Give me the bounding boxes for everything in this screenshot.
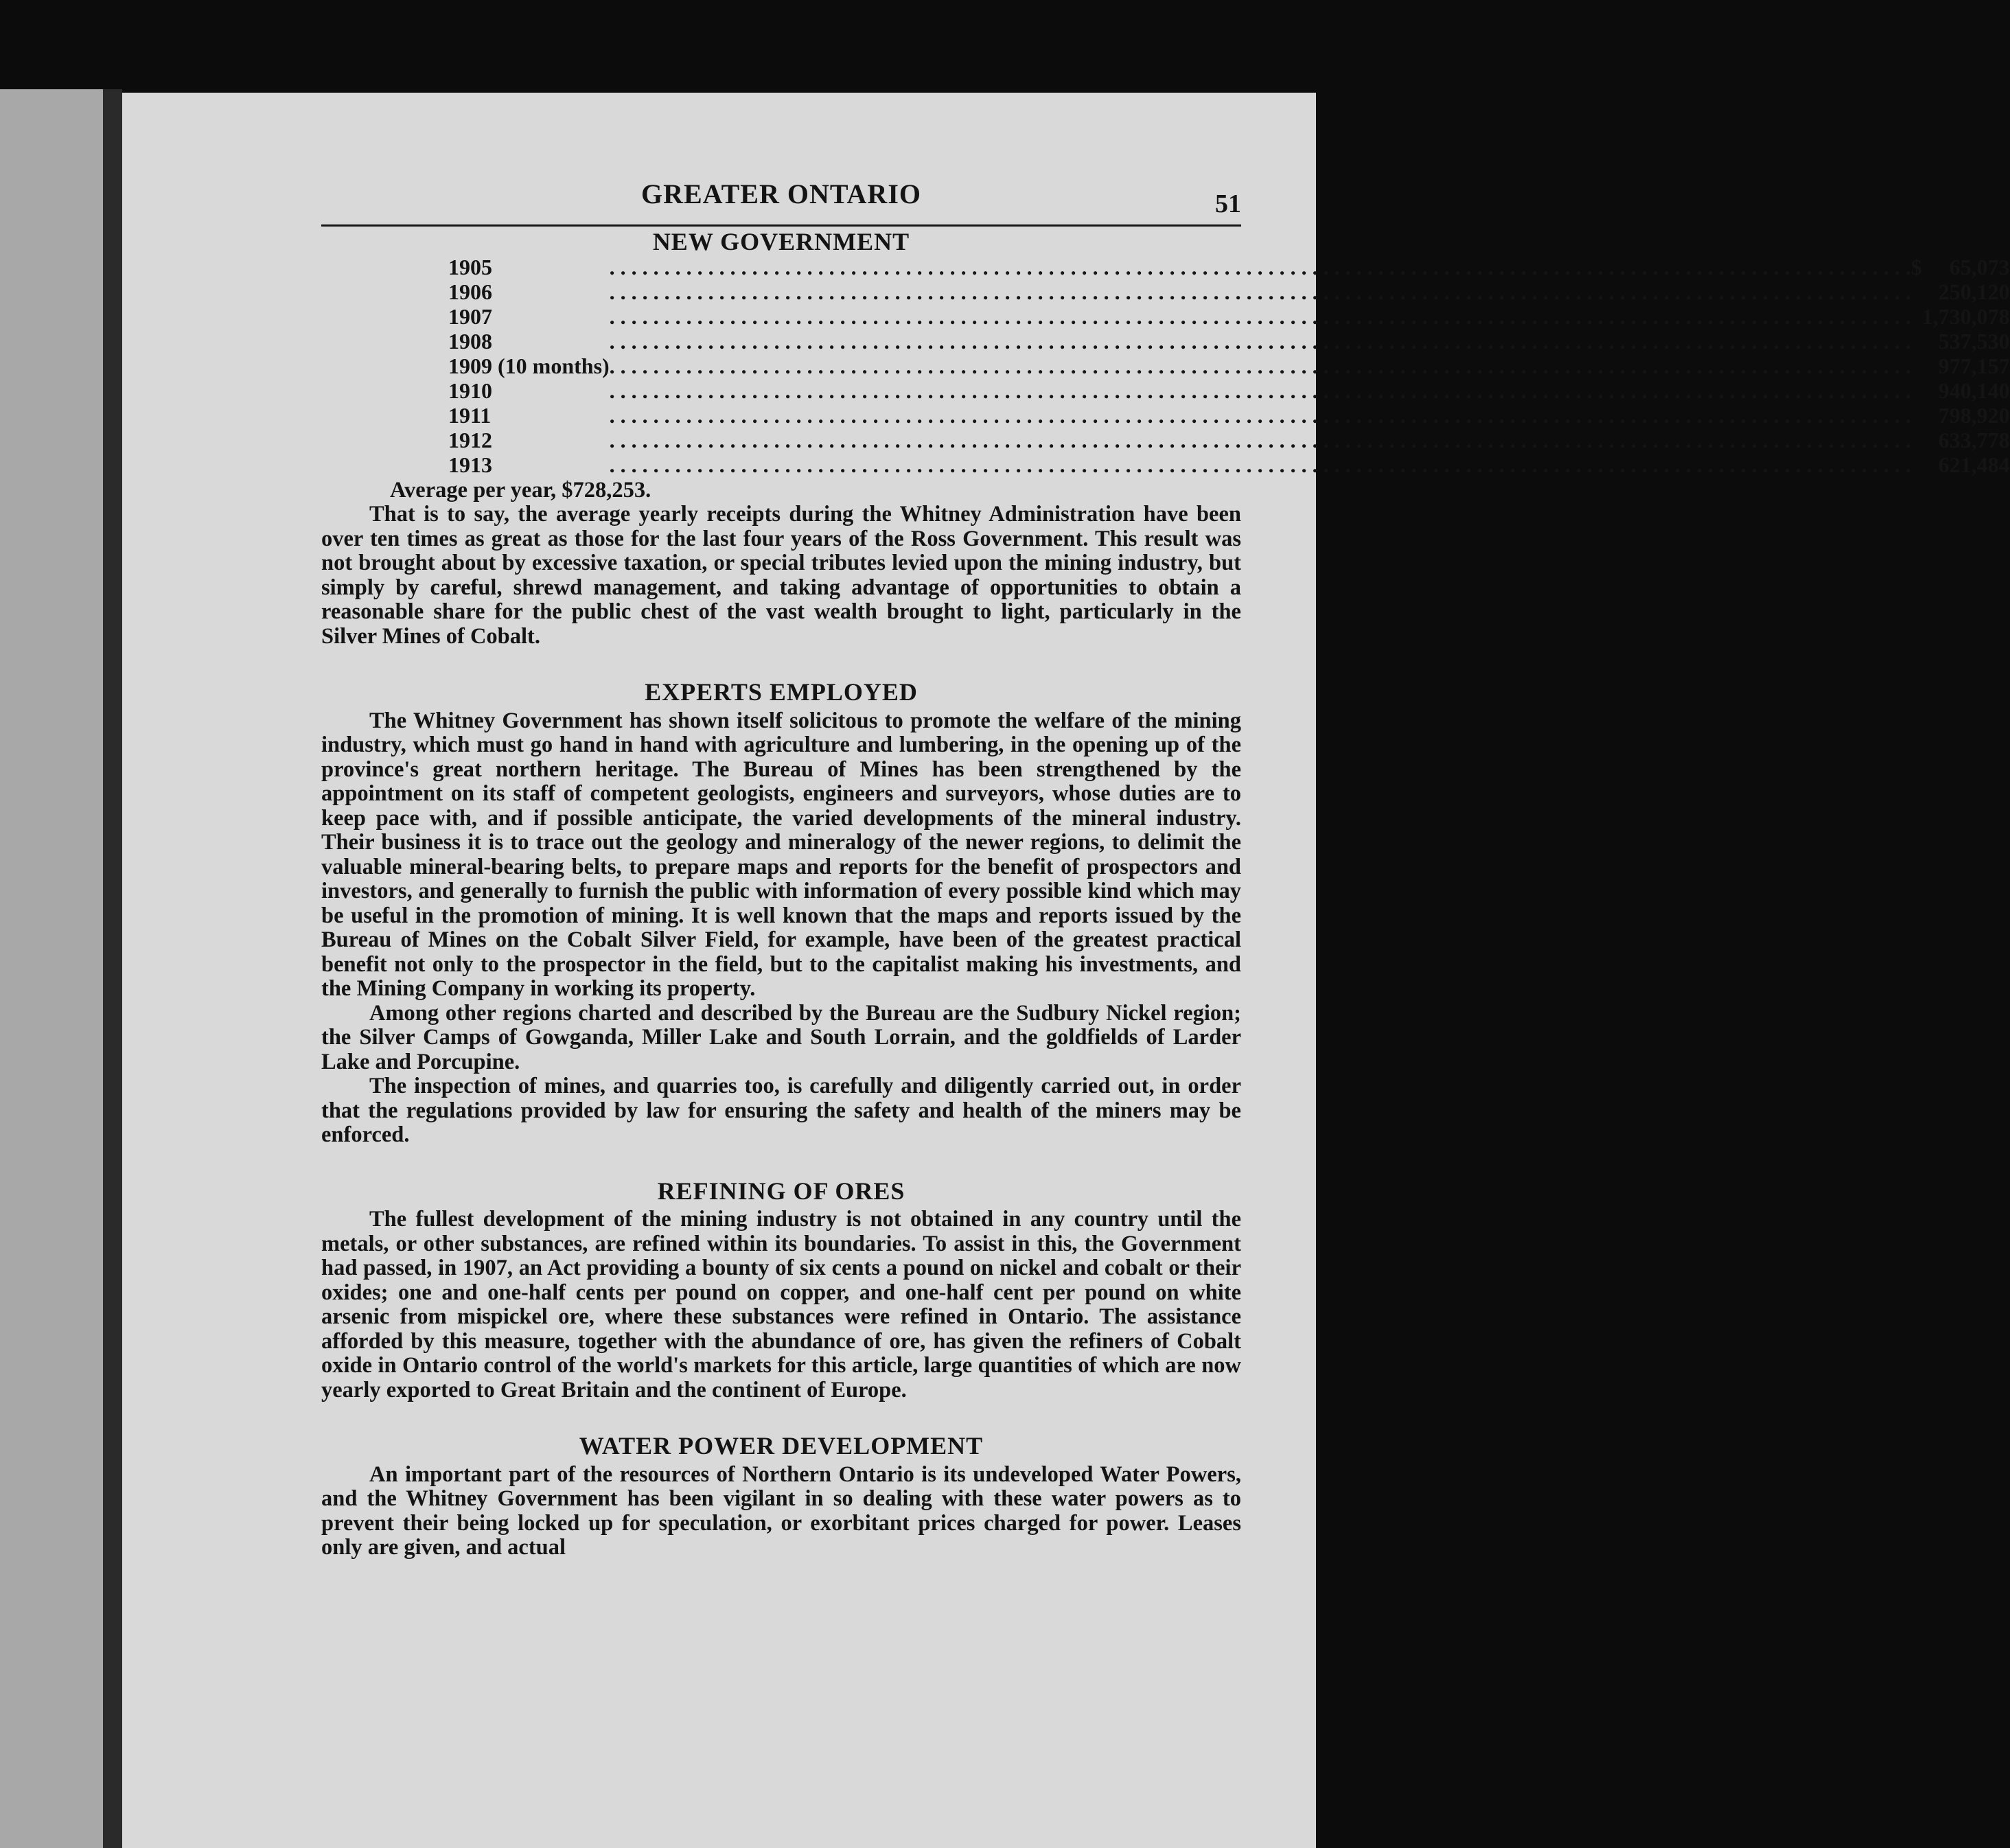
running-header	[321, 170, 1241, 227]
dot-leader	[610, 304, 1911, 329]
receipts-value: 65,073	[1949, 254, 2010, 279]
currency-symbol	[1911, 378, 1922, 403]
receipts-row	[448, 279, 2010, 304]
average-line: Average per year, $728,253.	[390, 477, 651, 503]
receipts-year: 1912	[448, 427, 492, 452]
receipts-value: 798,920	[1938, 402, 2010, 428]
receipts-row	[448, 378, 2010, 403]
dot-leader	[610, 255, 1911, 279]
currency-symbol	[1911, 329, 1922, 354]
receipts-table	[448, 255, 2010, 477]
new-government-paragraph: That is to say, the average yearly receipts during the Whitney Administration have been over ten times as great as those for the last four years of the Ross Government. This result was not brought about by excessive taxation, or special tributes levied upon the mining industry, but simply by careful, shrewd management, and taking advantage of opportunities to obtain a reasonable share for the public chest of the vast wealth brought to light, particularly in the Silver Mines of Cobalt.	[321, 502, 1241, 649]
experts-paragraph-1: The Whitney Government has shown itself solicitous to promote the welfare of the mining industry, which must go hand in hand with agriculture and lumbering, in the opening up of the province's great northern heritage. The Bureau of Mines has been strengthened by the appointment on its staff of competent geologists, engineers and surveyors, whose duties are to keep pace with, and if possible anticipate, the varied developments of the mineral industry. Their business it is to trace out the geology and mineralogy of the newer regions, to delimit the valuable mineral-bearing belts, to prepare maps and reports for the benefit of prospectors and investors, and generally to furnish the public with information of every possible kind which may be useful in the promotion of mining. It is well known that the maps and reports issued by the Bureau of Mines on the Cobalt Silver Field, for example, have been of the greatest practical benefit not only to the prospector in the field, but to the capitalist making his investments, and the Mining Company in working its property.	[321, 708, 1241, 1001]
currency-symbol	[1911, 354, 1922, 378]
section-heading-new-government: NEW GOVERNMENT	[652, 228, 910, 255]
dot-leader	[610, 279, 1911, 304]
refining-paragraph: The fullest development of the mining industry is not obtained in any country until the metals, or other substances, are refined within its boundaries. To assist in this, the Government had passed, in 1907, an Act providing a bounty of six cents a pound on nickel and cobalt or their oxides; one and one-half cents per pound on copper, and one-half cent per pound on white arsenic from mispickel ore, where these substances were refined in Ontario. The assistance afforded by this measure, together with the abundance of ore, has given the refiners of Cobalt oxide in Ontario control of the world's markets for this article, large quantities of which are now yearly exported to Great Britain and the continent of Europe.	[321, 1207, 1241, 1402]
section-heading-experts: EXPERTS EMPLOYED	[645, 678, 918, 706]
receipts-row	[448, 428, 2010, 452]
currency-symbol: $	[1910, 254, 1922, 279]
currency-symbol	[1911, 403, 1922, 428]
receipts-value: 537,530	[1938, 328, 2010, 354]
experts-paragraph-2: Among other regions charted and described by the Bureau are the Sudbury Nickel region; the Silver Camps of Gowganda, Miller Lake and South Lorrain, and the goldfields of Larder Lake and Porcupine.	[321, 1000, 1241, 1074]
currency-symbol	[1911, 452, 1922, 477]
book-gutter	[103, 89, 122, 1848]
page-number: 51	[1215, 189, 1241, 218]
section-heading-refining: REFINING OF ORES	[657, 1177, 905, 1205]
experts-paragraph-3: The inspection of mines, and quarries too, is carefully and diligently carried out, in order that the regulations provided by law for ensuring the safety and health of the miners may be enforced.	[321, 1074, 1241, 1147]
running-title: GREATER ONTARIO	[640, 178, 921, 209]
receipts-value: 977,157	[1938, 353, 2010, 378]
receipts-value: 633,778	[1938, 427, 2010, 452]
receipts-row	[448, 452, 2010, 477]
currency-symbol	[1911, 304, 1922, 329]
receipts-row	[448, 354, 2010, 378]
receipts-row	[448, 304, 2010, 329]
receipts-year: 1906	[448, 279, 492, 304]
receipts-year: 1913	[448, 452, 492, 477]
receipts-value: 250,120	[1938, 279, 2010, 304]
receipts-row	[448, 255, 2010, 279]
receipts-year: 1908	[448, 328, 492, 354]
dot-leader	[610, 452, 1911, 477]
receipts-value: 940,140	[1938, 378, 2010, 403]
dot-leader	[610, 428, 1911, 452]
book-page	[122, 93, 2010, 1848]
receipts-year: 1909 (10 months)	[448, 353, 610, 378]
section-heading-water-power: WATER POWER DEVELOPMENT	[579, 1432, 984, 1459]
receipts-row	[448, 329, 2010, 354]
receipts-year: 1910	[448, 378, 492, 403]
left-page-margin	[0, 89, 103, 1848]
dot-leader	[610, 354, 1911, 378]
dot-leader	[610, 329, 1911, 354]
currency-symbol	[1911, 428, 1922, 452]
receipts-value: 621,484	[1938, 452, 2010, 477]
receipts-row	[448, 403, 2010, 428]
dot-leader	[610, 403, 1911, 428]
receipts-year: 1905	[448, 254, 492, 279]
water-power-paragraph: An important part of the resources of Northern Ontario is its undeveloped Water Powers, and the Whitney Government has been vigilant in so dealing with these water powers as to prevent their being locked up for speculation, or exorbitant prices charged for power. Leases only are given, and actual	[321, 1462, 1241, 1560]
currency-symbol	[1911, 279, 1922, 304]
receipts-year: 1907	[448, 303, 492, 329]
dot-leader	[610, 378, 1911, 403]
receipts-year: 1911	[448, 402, 492, 428]
receipts-value: 1,730,078	[1921, 303, 2010, 329]
page-body	[321, 228, 2010, 1560]
